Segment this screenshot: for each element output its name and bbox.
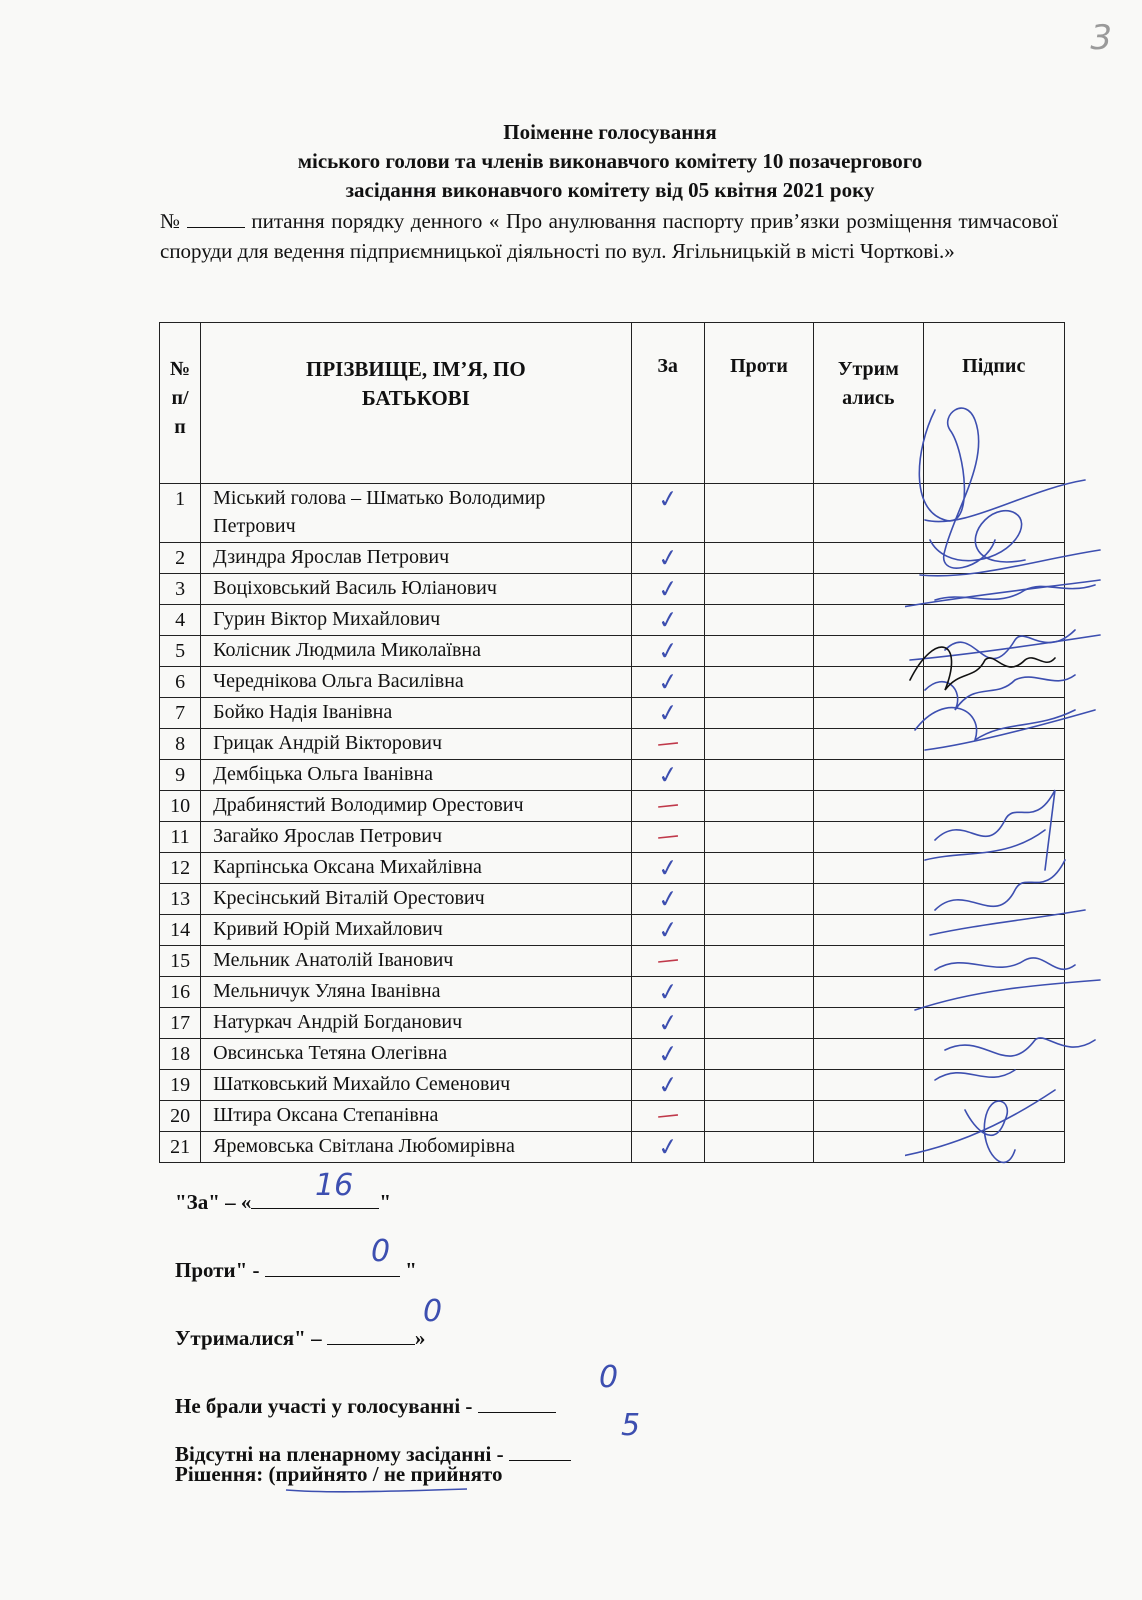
member-name: Грицак Андрій Вікторович (201, 729, 631, 760)
signature-cell (923, 543, 1065, 574)
total-za (175, 1188, 391, 1215)
vote-proty-cell (704, 605, 813, 636)
row-number: 9 (160, 760, 201, 791)
table-row (160, 977, 1065, 1008)
vote-proty-cell (704, 915, 813, 946)
total-proty-label: Проти" - (175, 1258, 260, 1282)
table-row (160, 729, 1065, 760)
vote-utrym-cell (814, 636, 923, 667)
signature-cell (923, 946, 1065, 977)
total-vidsutni-value: 5 (621, 1408, 641, 1443)
vote-za-cell (631, 822, 704, 853)
total-ne-braly-value: 0 (599, 1360, 619, 1395)
decision: Рішення: (прийнято / не прийнято (175, 1462, 503, 1486)
row-number: 19 (160, 1070, 201, 1101)
dash-mark-icon: — (655, 791, 680, 820)
table-row (160, 667, 1065, 698)
row-number: 7 (160, 698, 201, 729)
total-utrym-blank (327, 1324, 415, 1345)
header-num: № п/п (160, 323, 201, 484)
table-row (160, 543, 1065, 574)
total-ne-braly-blank (478, 1392, 556, 1413)
checkmark-icon: ✓ (655, 1038, 680, 1070)
vote-za-cell (631, 484, 704, 543)
title-line-3: засідання виконавчого комітету від 05 квітня 2021 року (345, 178, 875, 202)
dash-mark-icon: — (655, 729, 680, 758)
table-row (160, 1039, 1065, 1070)
row-number: 12 (160, 853, 201, 884)
vote-utrym-cell (814, 915, 923, 946)
checkmark-icon: ✓ (655, 1131, 680, 1163)
member-name: Воціховський Василь Юліанович (201, 574, 631, 605)
vote-proty-cell (704, 1070, 813, 1101)
table-row (160, 884, 1065, 915)
vote-za-cell (631, 605, 704, 636)
member-name: Кривий Юрій Михайлович (201, 915, 631, 946)
header-fio: ПРІЗВИЩЕ, ІМ’Я, ПО БАТЬКОВІ (201, 323, 631, 484)
vote-utrym-cell (814, 605, 923, 636)
vote-za-cell (631, 1070, 704, 1101)
table-row (160, 574, 1065, 605)
table-row (160, 1008, 1065, 1039)
row-number: 17 (160, 1008, 201, 1039)
signature-cell (923, 1101, 1065, 1132)
vote-za-cell (631, 667, 704, 698)
total-vidsutni-label: Відсутні на пленарному засіданні - (175, 1442, 504, 1466)
agenda-text: питання порядку денного « Про анулювання паспорту прив’язки розміщення тимчасової споруди для ведення підприємницької діяльності по вул. Ягільницькій в місті Чорткові.» (160, 209, 1058, 263)
signature-cell (923, 1070, 1065, 1101)
signature-cell (923, 915, 1065, 946)
table-row (160, 698, 1065, 729)
vote-za-cell (631, 946, 704, 977)
vote-za-cell (631, 791, 704, 822)
total-utrym (175, 1324, 425, 1351)
title-line-2: міського голови та членів виконавчого комітету 10 позачергового (297, 149, 923, 173)
vote-proty-cell (704, 884, 813, 915)
vote-proty-cell (704, 729, 813, 760)
vote-utrym-cell (814, 791, 923, 822)
vote-proty-cell (704, 822, 813, 853)
vote-proty-cell (704, 1039, 813, 1070)
checkmark-icon: ✓ (655, 542, 680, 574)
member-name: Мельничук Уляна Іванівна (201, 977, 631, 1008)
member-name: Дембіцька Ольга Іванівна (201, 760, 631, 791)
row-number: 11 (160, 822, 201, 853)
signature-cell (923, 822, 1065, 853)
vote-utrym-cell (814, 1008, 923, 1039)
total-za-close: " (379, 1190, 392, 1214)
vote-proty-cell (704, 667, 813, 698)
signature-cell (923, 853, 1065, 884)
vote-utrym-cell (814, 1132, 923, 1163)
dash-mark-icon: — (655, 946, 680, 975)
row-number: 2 (160, 543, 201, 574)
vote-proty-cell (704, 853, 813, 884)
page-number: 3 (1090, 18, 1112, 58)
vote-utrym-cell (814, 1070, 923, 1101)
vote-proty-cell (704, 760, 813, 791)
member-name: Драбинястий Володимир Орестович (201, 791, 631, 822)
vote-utrym-cell (814, 729, 923, 760)
member-name: Гурин Віктор Михайлович (201, 605, 631, 636)
checkmark-icon: ✓ (655, 914, 680, 946)
vote-utrym-cell (814, 484, 923, 543)
checkmark-icon: ✓ (655, 852, 680, 884)
table-row (160, 1101, 1065, 1132)
vote-za-cell (631, 636, 704, 667)
vote-utrym-cell (814, 1101, 923, 1132)
row-number: 15 (160, 946, 201, 977)
table-row (160, 484, 1065, 543)
checkmark-icon: ✓ (655, 483, 680, 515)
vote-za-cell (631, 884, 704, 915)
vote-proty-cell (704, 484, 813, 543)
signature-cell (923, 977, 1065, 1008)
vote-proty-cell (704, 791, 813, 822)
member-name: Натуркач Андрій Богданович (201, 1008, 631, 1039)
checkmark-icon: ✓ (655, 666, 680, 698)
vote-utrym-cell (814, 667, 923, 698)
table-row (160, 853, 1065, 884)
vote-proty-cell (704, 946, 813, 977)
table-row (160, 636, 1065, 667)
checkmark-icon: ✓ (655, 697, 680, 729)
total-ne-braly-label: Не брали участі у голосуванні - (175, 1394, 473, 1418)
table-row (160, 791, 1065, 822)
row-number: 20 (160, 1101, 201, 1132)
vote-za-cell (631, 1008, 704, 1039)
row-number: 4 (160, 605, 201, 636)
total-ne-braly (175, 1392, 556, 1419)
member-name: Мельник Анатолій Іванович (201, 946, 631, 977)
vote-utrym-cell (814, 977, 923, 1008)
vote-utrym-cell (814, 884, 923, 915)
header-proty: Проти (704, 323, 813, 484)
table-row (160, 822, 1065, 853)
total-utrym-value: 0 (423, 1294, 443, 1329)
vote-proty-cell (704, 543, 813, 574)
signature-cell (923, 1039, 1065, 1070)
row-number: 1 (160, 484, 201, 543)
member-name: Колісник Людмила Миколаївна (201, 636, 631, 667)
row-number: 6 (160, 667, 201, 698)
header-utrym: Утрим ались (814, 323, 923, 484)
header-pidpys: Підпис (923, 323, 1065, 484)
vote-proty-cell (704, 1008, 813, 1039)
dash-mark-icon: — (655, 1101, 680, 1130)
member-name: Овсинська Тетяна Олегівна (201, 1039, 631, 1070)
vote-za-cell (631, 915, 704, 946)
checkmark-icon: ✓ (655, 759, 680, 791)
row-number: 18 (160, 1039, 201, 1070)
vote-za-cell (631, 977, 704, 1008)
row-number: 5 (160, 636, 201, 667)
member-name: Карпінська Оксана Михайлівна (201, 853, 631, 884)
total-za-value: 16 (315, 1168, 354, 1203)
title-line-1: Поіменне голосування (503, 120, 717, 144)
member-name: Міський голова – Шматько Володимир Петрович (201, 484, 631, 543)
vote-za-cell (631, 1101, 704, 1132)
vote-utrym-cell (814, 574, 923, 605)
member-name: Яремовська Світлана Любомирівна (201, 1132, 631, 1163)
signature-cell (923, 574, 1065, 605)
vote-table-body (160, 484, 1065, 1163)
agenda-number-blank (187, 209, 245, 228)
signature-cell (923, 667, 1065, 698)
agenda-item (160, 206, 1058, 266)
checkmark-icon: ✓ (655, 1069, 680, 1101)
table-row (160, 1070, 1065, 1101)
row-number: 16 (160, 977, 201, 1008)
checkmark-icon: ✓ (655, 604, 680, 636)
row-number: 10 (160, 791, 201, 822)
vote-proty-cell (704, 574, 813, 605)
vote-table-header (160, 323, 1065, 484)
vote-proty-cell (704, 1132, 813, 1163)
member-name: Бойко Надія Іванівна (201, 698, 631, 729)
table-row (160, 1132, 1065, 1163)
checkmark-icon: ✓ (655, 1007, 680, 1039)
vote-za-cell (631, 543, 704, 574)
vote-utrym-cell (814, 543, 923, 574)
vote-utrym-cell (814, 1039, 923, 1070)
member-name: Шатковський Михайло Семенович (201, 1070, 631, 1101)
signature-cell (923, 484, 1065, 543)
row-number: 3 (160, 574, 201, 605)
member-name: Штира Оксана Степанівна (201, 1101, 631, 1132)
table-row (160, 760, 1065, 791)
checkmark-icon: ✓ (655, 573, 680, 605)
signature-cell (923, 636, 1065, 667)
total-za-label: "За" – « (175, 1190, 252, 1214)
member-name: Загайко Ярослав Петрович (201, 822, 631, 853)
total-proty-close: " (405, 1258, 417, 1282)
document-title (160, 118, 1060, 205)
signature-cell (923, 605, 1065, 636)
vote-utrym-cell (814, 698, 923, 729)
checkmark-icon: ✓ (655, 635, 680, 667)
row-number: 13 (160, 884, 201, 915)
vote-za-cell (631, 698, 704, 729)
vote-utrym-cell (814, 822, 923, 853)
table-row (160, 915, 1065, 946)
vote-za-cell (631, 1132, 704, 1163)
vote-utrym-cell (814, 853, 923, 884)
agenda-number-sign: № (160, 209, 182, 233)
row-number: 21 (160, 1132, 201, 1163)
signature-cell (923, 1132, 1065, 1163)
checkmark-icon: ✓ (655, 883, 680, 915)
table-row (160, 946, 1065, 977)
total-utrym-close: » (414, 1326, 426, 1350)
dash-mark-icon: — (655, 822, 680, 851)
vote-proty-cell (704, 1101, 813, 1132)
vote-za-cell (631, 1039, 704, 1070)
vote-za-cell (631, 760, 704, 791)
vote-za-cell (631, 729, 704, 760)
header-za: За (631, 323, 704, 484)
vote-table (159, 322, 1065, 1163)
checkmark-icon: ✓ (655, 976, 680, 1008)
signature-cell (923, 729, 1065, 760)
total-utrym-label: Утрималися" – (175, 1326, 322, 1350)
vote-proty-cell (704, 698, 813, 729)
row-number: 14 (160, 915, 201, 946)
member-name: Череднікова Ольга Василівна (201, 667, 631, 698)
table-row (160, 605, 1065, 636)
decision-underline-handwritten (284, 1484, 469, 1496)
signature-cell (923, 760, 1065, 791)
signature-cell (923, 698, 1065, 729)
vote-proty-cell (704, 636, 813, 667)
vote-za-cell (631, 574, 704, 605)
vote-za-cell (631, 853, 704, 884)
total-vidsutni-blank (509, 1440, 571, 1461)
vote-proty-cell (704, 977, 813, 1008)
vote-utrym-cell (814, 946, 923, 977)
vote-utrym-cell (814, 760, 923, 791)
total-proty-value: 0 (371, 1234, 391, 1269)
signature-cell (923, 791, 1065, 822)
member-name: Кресінський Віталій Орестович (201, 884, 631, 915)
member-name: Дзиндра Ярослав Петрович (201, 543, 631, 574)
signature-cell (923, 884, 1065, 915)
row-number: 8 (160, 729, 201, 760)
signature-cell (923, 1008, 1065, 1039)
